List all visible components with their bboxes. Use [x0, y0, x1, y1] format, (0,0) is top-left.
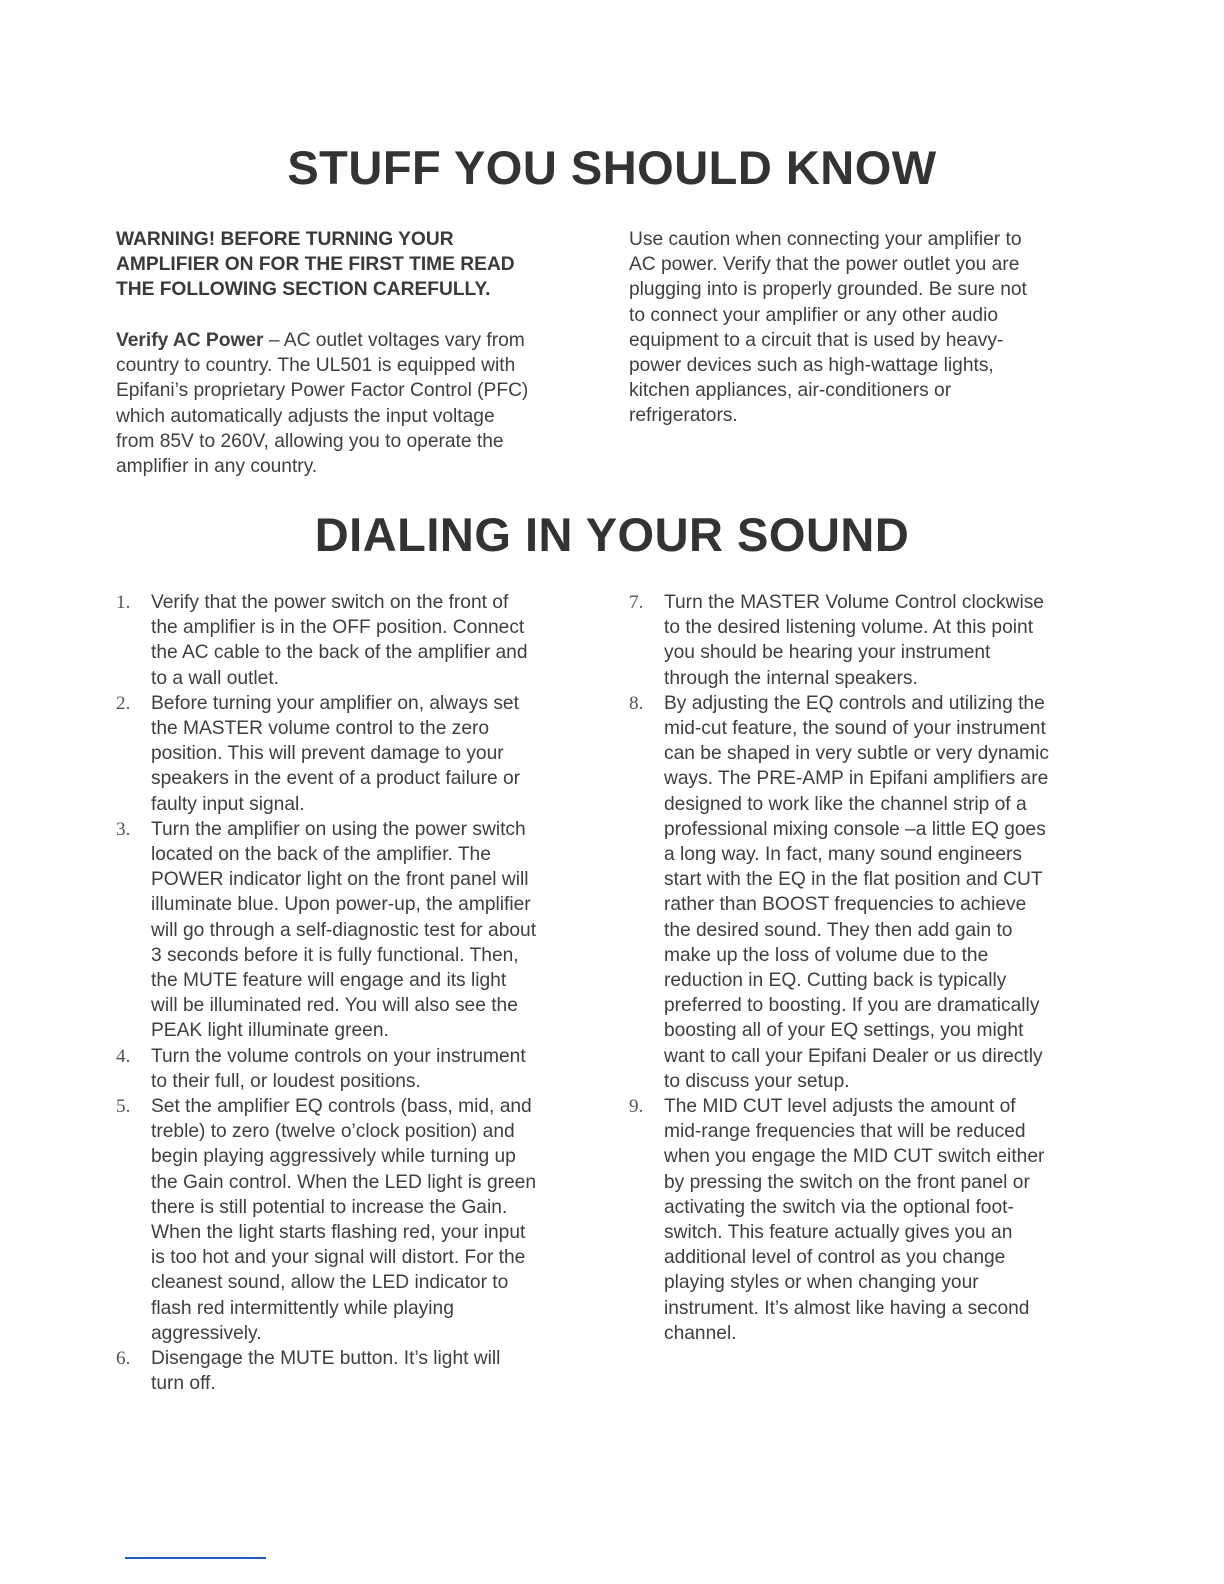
verify-ac-power-text [116, 328, 596, 479]
step-item-3 [116, 817, 596, 1044]
step-number: 3. [116, 818, 131, 840]
step-item-7 [629, 590, 1109, 691]
step-text: Turn the volume controls on your instrument to their full, or loudest positions. [151, 1045, 526, 1092]
caution-paragraph [629, 227, 1109, 429]
section-title-stuff-you-should-know: STUFF YOU SHOULD KNOW [287, 141, 937, 194]
step-item-2 [116, 691, 596, 817]
step-item-8 [629, 691, 1109, 1094]
steps-list-right [629, 590, 1109, 1346]
step-number: 4. [116, 1045, 131, 1067]
step-text: Disengage the MUTE button. It’s light will turn off. [151, 1348, 501, 1395]
step-number: 9. [629, 1096, 644, 1118]
section-title-dialing-in-your-sound: DIALING IN YOUR SOUND [314, 508, 910, 561]
step-number: 6. [116, 1348, 131, 1370]
step-number: 5. [116, 1096, 131, 1118]
step-text: The MID CUT level adjusts the amount of mid-range frequencies that will be reduced when you engage the MID CUT switch either by pressing the switch on the front panel or activating the switch via the optional foot- switch. This feature actually gives you an additional level of control as you change playing styles or when changing your instrument. It’s almost like having a second channel. [664, 1096, 1045, 1344]
footer-divider [125, 1557, 266, 1559]
step-item-5 [116, 1094, 596, 1346]
step-number: 2. [116, 692, 131, 714]
step-text: Before turning your amplifier on, always set the MASTER volume control to the zero position. This will prevent damage to your speakers in the event of a product failure or faulty input signal. [151, 692, 521, 815]
verify-ac-power-body: – AC outlet voltages vary from country to country. The UL501 is equipped with Epifani’s proprietary Power Factor Control (PFC) which automatically adjusts the input voltage from 85V to 260V, allowing you to operate the amplifier in any country. [116, 330, 529, 478]
caution-text: Use caution when connecting your amplifier to AC power. Verify that the power outlet you are plugging into is properly grounded. Be sure not to connect your amplifier or any other audio equipment to a circuit that is used by heavy- power devices such as high-wattage lights, kitchen appliances, air-conditioners or refrigerators. [629, 229, 1027, 427]
warning-text: WARNING! BEFORE TURNING YOUR AMPLIFIER ON FOR THE FIRST TIME READ THE FOLLOWING SECTION CAREFULLY. [116, 229, 515, 301]
step-item-4 [116, 1044, 596, 1094]
verify-ac-power-paragraph [116, 328, 596, 479]
step-text: Verify that the power switch on the front of the amplifier is in the OFF position. Connect the AC cable to the back of the amplifier and to a wall outlet. [151, 592, 528, 689]
step-number: 1. [116, 592, 131, 613]
step-text: By adjusting the EQ controls and utilizing the mid-cut feature, the sound of your instrument can be shaped in very subtle or very dynamic ways. The PRE-AMP in Epifani amplifiers are designed to work like the channel strip of a professional mixing console –a little EQ goes a long way. In fact, many sound engineers start with the EQ in the flat position and CUT rather than BOOST frequencies to achieve the desired sound. They then add gain to make up the loss of volume due to the reduction in EQ. Cutting back is typically preferred to boosting. If you are dramatically boosting all of your EQ settings, you might want to call your Epifani Dealer or us directly to discuss your setup. [664, 692, 1050, 1092]
steps-list-left [116, 590, 596, 1397]
step-text: Turn the MASTER Volume Control clockwise to the desired listening volume. At this point you should be hearing your instrument through the internal speakers. [664, 592, 1044, 689]
step-number: 8. [629, 692, 644, 714]
step-item-9 [629, 1094, 1109, 1346]
step-number: 7. [629, 592, 644, 613]
warning-block [116, 227, 596, 303]
step-item-6 [116, 1346, 596, 1396]
step-item-1 [116, 590, 596, 691]
step-text: Set the amplifier EQ controls (bass, mid, and treble) to zero (twelve o’clock position) and begin playing aggressively while turning up the Gain control. When the LED light is green there is still potential to increase the Gain. When the light starts flashing red, your input is too hot and your signal will distort. For the cleanest sound, allow the LED indicator to flash red intermittently while playing aggressively. [151, 1096, 537, 1344]
verify-ac-power-lead: Verify AC Power [116, 330, 264, 351]
step-text: Turn the amplifier on using the power switch located on the back of the amplifier. The POWER indicator light on the front panel will illuminate blue. Upon power-up, the amplifier will go through a self-diagnostic test for about 3 seconds before it is fully functional. Then, the MUTE feature will engage and its light will be illuminated red. You will also see the PEAK light illuminate green. [151, 818, 537, 1042]
